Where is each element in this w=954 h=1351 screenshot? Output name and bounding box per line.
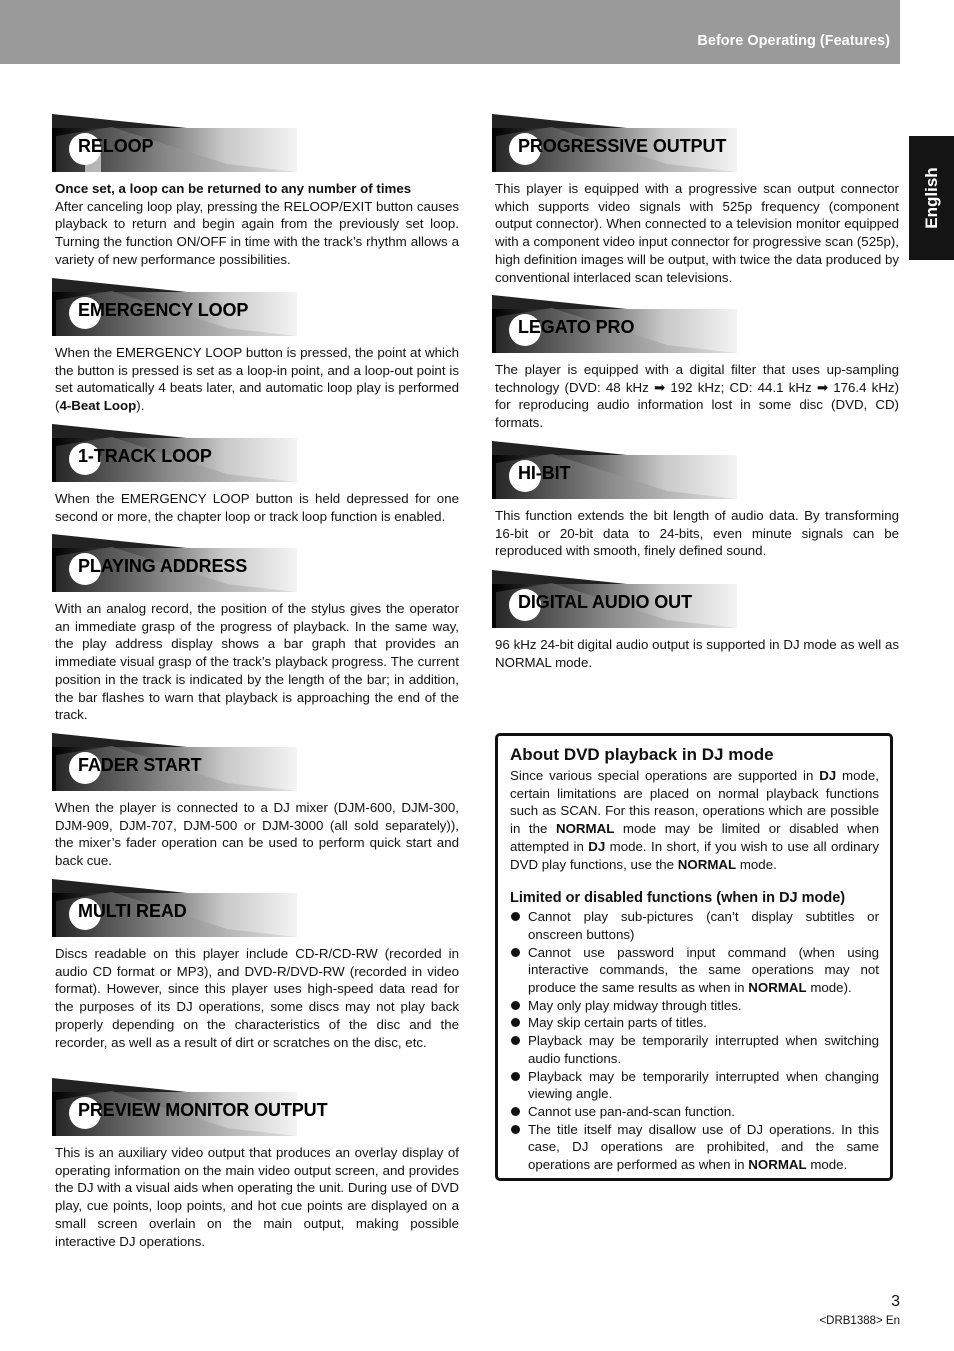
section-body: When the player is connected to a DJ mixer (DJM-600, DJM-300, DJM-909, DJM-707, DJM-500 or DJM-3000 (all sold separately)), the mixer’s fader operation can be used to perform quick start and back cue. [55, 800, 459, 869]
list-item: Playback may be temporarily interrupted when switching audio functions. [510, 1032, 879, 1067]
bullet-icon [511, 1036, 520, 1045]
box-title: About DVD playback in DJ mode [510, 745, 774, 764]
section-lead: Once set, a loop can be returned to any number of times [55, 181, 412, 196]
list-item: Cannot use pan-and-scan function. [510, 1103, 879, 1121]
arrow-right-icon: ➡ [816, 379, 828, 395]
arrow-right-icon: ➡ [654, 379, 666, 395]
section-legato-pro [495, 295, 899, 432]
section-reloop [55, 114, 459, 269]
section-1-track-loop [55, 424, 459, 525]
section-body: 96 kHz 24-bit digital audio output is supported in DJ mode as well as NORMAL mode. [495, 637, 899, 670]
dvd-dj-mode-notice-box [495, 733, 893, 1181]
section-preview-monitor-output [55, 1078, 459, 1250]
section-emergency-loop [55, 278, 459, 415]
section-title: RELOOP [78, 136, 154, 156]
list-item: May only play midway through titles. [510, 997, 879, 1015]
section-header [55, 278, 459, 336]
bullet-icon [511, 1107, 520, 1116]
section-digital-audio-out [495, 570, 899, 671]
section-header [495, 114, 899, 172]
section-body: The player is equipped with a digital filter that uses up-sampling technology (DVD: 48 kHz ➡ 192 kHz; CD: 44.1 kHz ➡ 176.4 kHz) for reproducing audio information lost in some disc (DVD, CD) formats. [495, 362, 900, 431]
page-number: 3 [891, 1293, 900, 1310]
section-body: When the EMERGENCY LOOP button is pressed, the point at which the button is pressed is set as a loop-in point, and a loop-out point is set automatically 4 beats later, and automatic loop play is performed (4-Beat Loop). [55, 345, 459, 414]
section-hi-bit [495, 441, 899, 560]
section-header [55, 879, 459, 937]
section-body: When the EMERGENCY LOOP button is held depressed for one second or more, the chapter loop or track loop function is enabled. [55, 491, 459, 524]
section-title: MULTI READ [78, 901, 187, 921]
section-title: PREVIEW MONITOR OUTPUT [78, 1100, 328, 1120]
language-tab [909, 136, 954, 260]
bullet-icon [511, 948, 520, 957]
bullet-icon [511, 1125, 520, 1134]
language-tab-label: English [921, 167, 941, 229]
limitations-list [510, 908, 879, 1174]
section-title: 1-TRACK LOOP [78, 446, 212, 466]
bullet-icon [511, 1018, 520, 1027]
section-header [55, 424, 459, 482]
section-title: Before Operating (Features) [697, 33, 890, 49]
list-item: May skip certain parts of titles. [510, 1014, 879, 1032]
box-subtitle: Limited or disabled functions (when in DJ mode) [510, 890, 846, 907]
section-header [495, 295, 899, 353]
list-item: Cannot play sub-pictures (can’t display subtitles or onscreen buttons) [510, 908, 879, 943]
section-body: This player is equipped with a progressive scan output connector which supports video signals with 525p frequency (component output connector). When connected to a television monitor equipped with a component video input connector for progressive scan (525p), high definition images will be output, with twice the data produced by conventional interlaced scan televisions. [495, 181, 899, 285]
section-header [55, 534, 459, 592]
list-item: Cannot use password input command (when using interactive commands, the same operations may not produce the same results as when in NORMAL mode). [510, 944, 879, 997]
top-header-bar [0, 0, 900, 64]
section-body: This function extends the bit length of audio data. By transforming 16-bit or 20-bit data to 24-bits, even minute signals can be reproduced with smooth, finely defined sound. [495, 508, 899, 559]
section-progressive-output [495, 114, 899, 286]
section-header [55, 733, 459, 791]
section-title: DIGITAL AUDIO OUT [518, 592, 692, 612]
bullet-icon [511, 1072, 520, 1081]
section-header [55, 1078, 459, 1136]
section-title: HI-BIT [518, 463, 571, 483]
section-body: This is an auxiliary video output that produces an overlay display of operating information on the main video output screen, and provides the DJ with a visual aids when operating the unit. During use of DVD play, cue points, loop points, and hot cue points are displayed on a small screen overlain on the main output, making possible interactive DJ operations. [55, 1145, 459, 1249]
section-title: LEGATO PRO [518, 317, 635, 337]
section-fader-start [55, 733, 459, 870]
list-item: The title itself may disallow use of DJ operations. In this case, DJ operations are prohibited, and the same operations are performed as when in NORMAL mode. [510, 1121, 879, 1174]
section-header [495, 441, 899, 499]
bullet-icon [511, 1001, 520, 1010]
section-multi-read [55, 879, 459, 1051]
section-title: EMERGENCY LOOP [78, 300, 249, 320]
box-intro: Since various special operations are supported in DJ mode, certain limitations are placed on normal playback functions such as SCAN. For this reason, operations which are possible in the NORMAL mode may be limited or disabled when attempted in DJ mode. In short, if you wish to use all ordinary DVD play functions, use the NORMAL mode. [510, 768, 879, 872]
document-code: <DRB1388> En [819, 1315, 900, 1327]
section-title: FADER START [78, 755, 202, 775]
section-body: After canceling loop play, pressing the RELOOP/EXIT button causes playback to return and begin again from the previously set loop. Turning the function ON/OFF in time with the track’s rhythm allows a variety of new performance possibilities. [55, 198, 459, 267]
bullet-icon [511, 912, 520, 921]
section-header [495, 570, 899, 628]
list-item: Playback may be temporarily interrupted when changing viewing angle. [510, 1068, 879, 1103]
section-body: Discs readable on this player include CD-R/CD-RW (recorded in audio CD format or MP3), and DVD-R/DVD-RW (recorded in video format). However, since this player uses high-speed data read for the purposes of its DJ operations, some discs may not play back properly depending on the characteristics of the disc and the recorder, as well as a result of dirt or scratches on the disc, etc. [55, 946, 459, 1050]
section-body: With an analog record, the position of the stylus gives the operator an immediate grasp of the progress of playback. In the same way, the play address display shows a bar graph that provides an immediate visual grasp of the track’s playback progress. The current position in the track is indicated by the length of the bar; in addition, the bar flashes to warn that playback is approaching the end of the track. [55, 601, 459, 723]
section-header [55, 114, 459, 172]
section-title: PLAYING ADDRESS [78, 556, 248, 576]
section-title: PROGRESSIVE OUTPUT [518, 136, 727, 156]
section-playing-address [55, 534, 459, 724]
